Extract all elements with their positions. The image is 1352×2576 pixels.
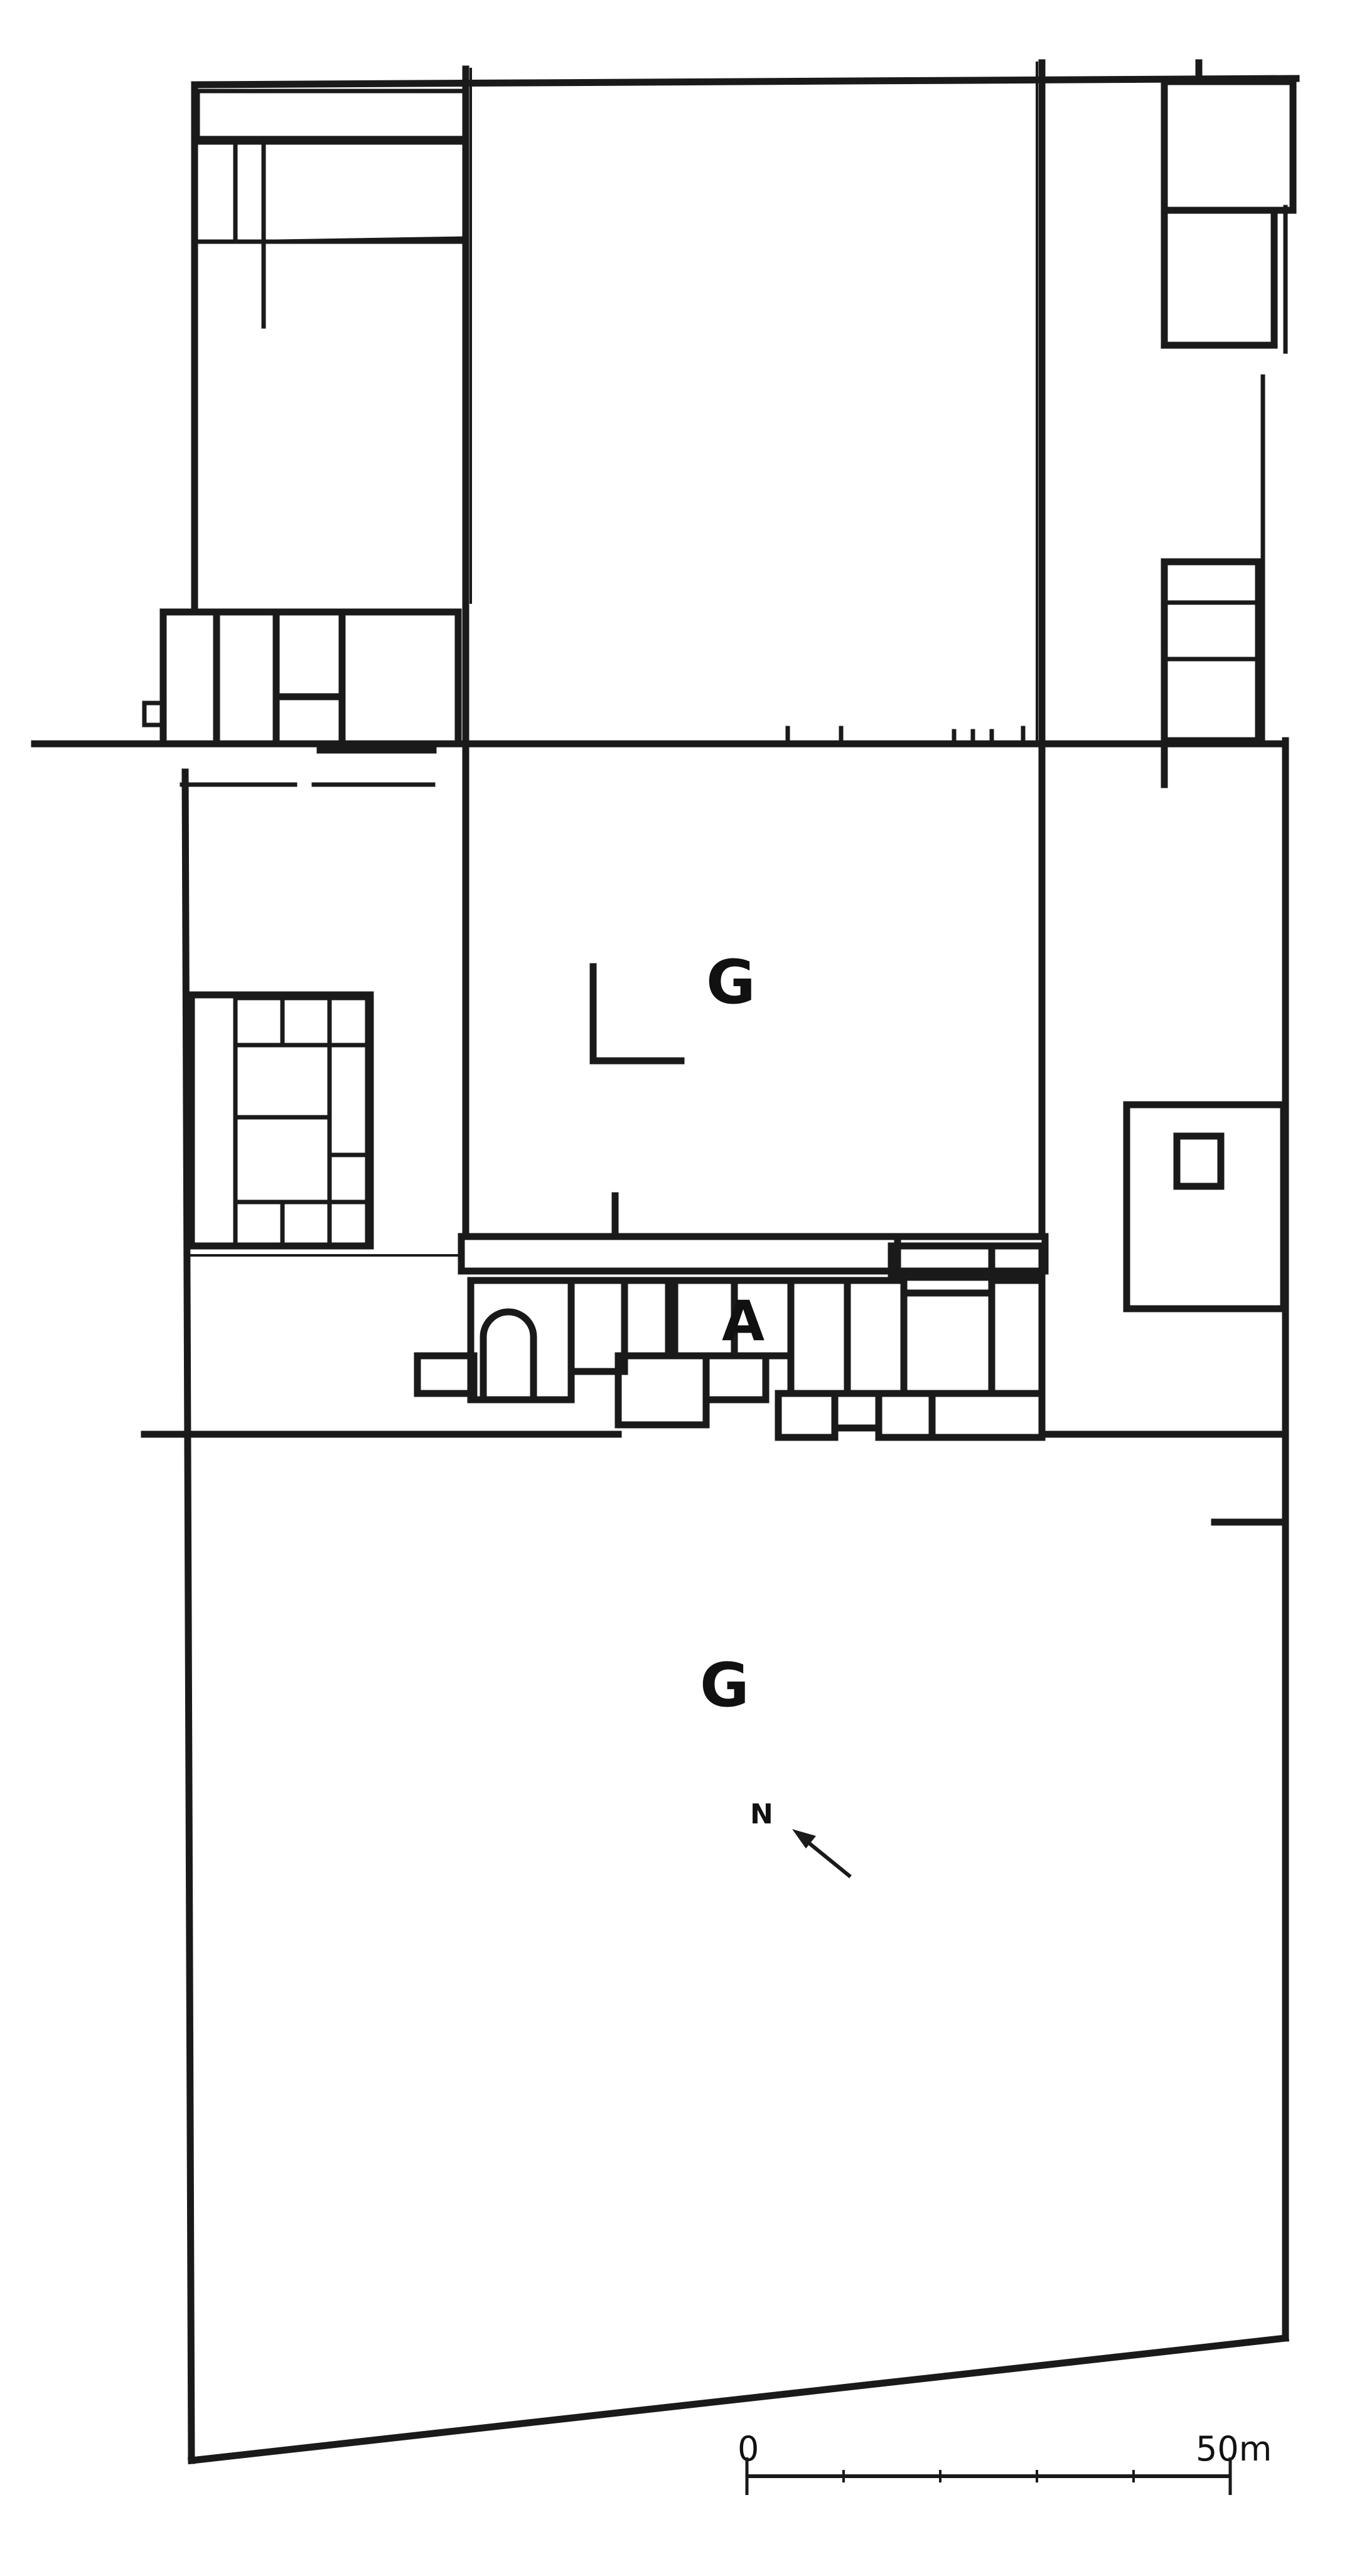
zone-label-lower: G: [700, 1650, 749, 1720]
l-shaped-wall: [593, 967, 681, 1061]
northeast-rooms: [1164, 63, 1293, 345]
building-label: A: [722, 1289, 765, 1353]
east-square-building: [1127, 1105, 1284, 1309]
west-rooms: [144, 612, 458, 785]
scale-bar: [738, 2429, 1272, 2495]
north-south-walls: [466, 63, 1042, 1237]
scale-start-label: 0: [738, 2429, 759, 2469]
zone-label-upper: G: [706, 947, 756, 1017]
west-courtyard-house: [191, 995, 370, 1246]
north-label: N: [750, 1798, 773, 1830]
east-west-wall-lower: [144, 1255, 1285, 1522]
scale-end-label: 50m: [1196, 2429, 1272, 2469]
east-rooms: [1164, 562, 1258, 785]
east-west-wall-upper: [35, 728, 1285, 744]
north-arrow: [750, 1798, 850, 1877]
northwest-block: [198, 91, 464, 326]
